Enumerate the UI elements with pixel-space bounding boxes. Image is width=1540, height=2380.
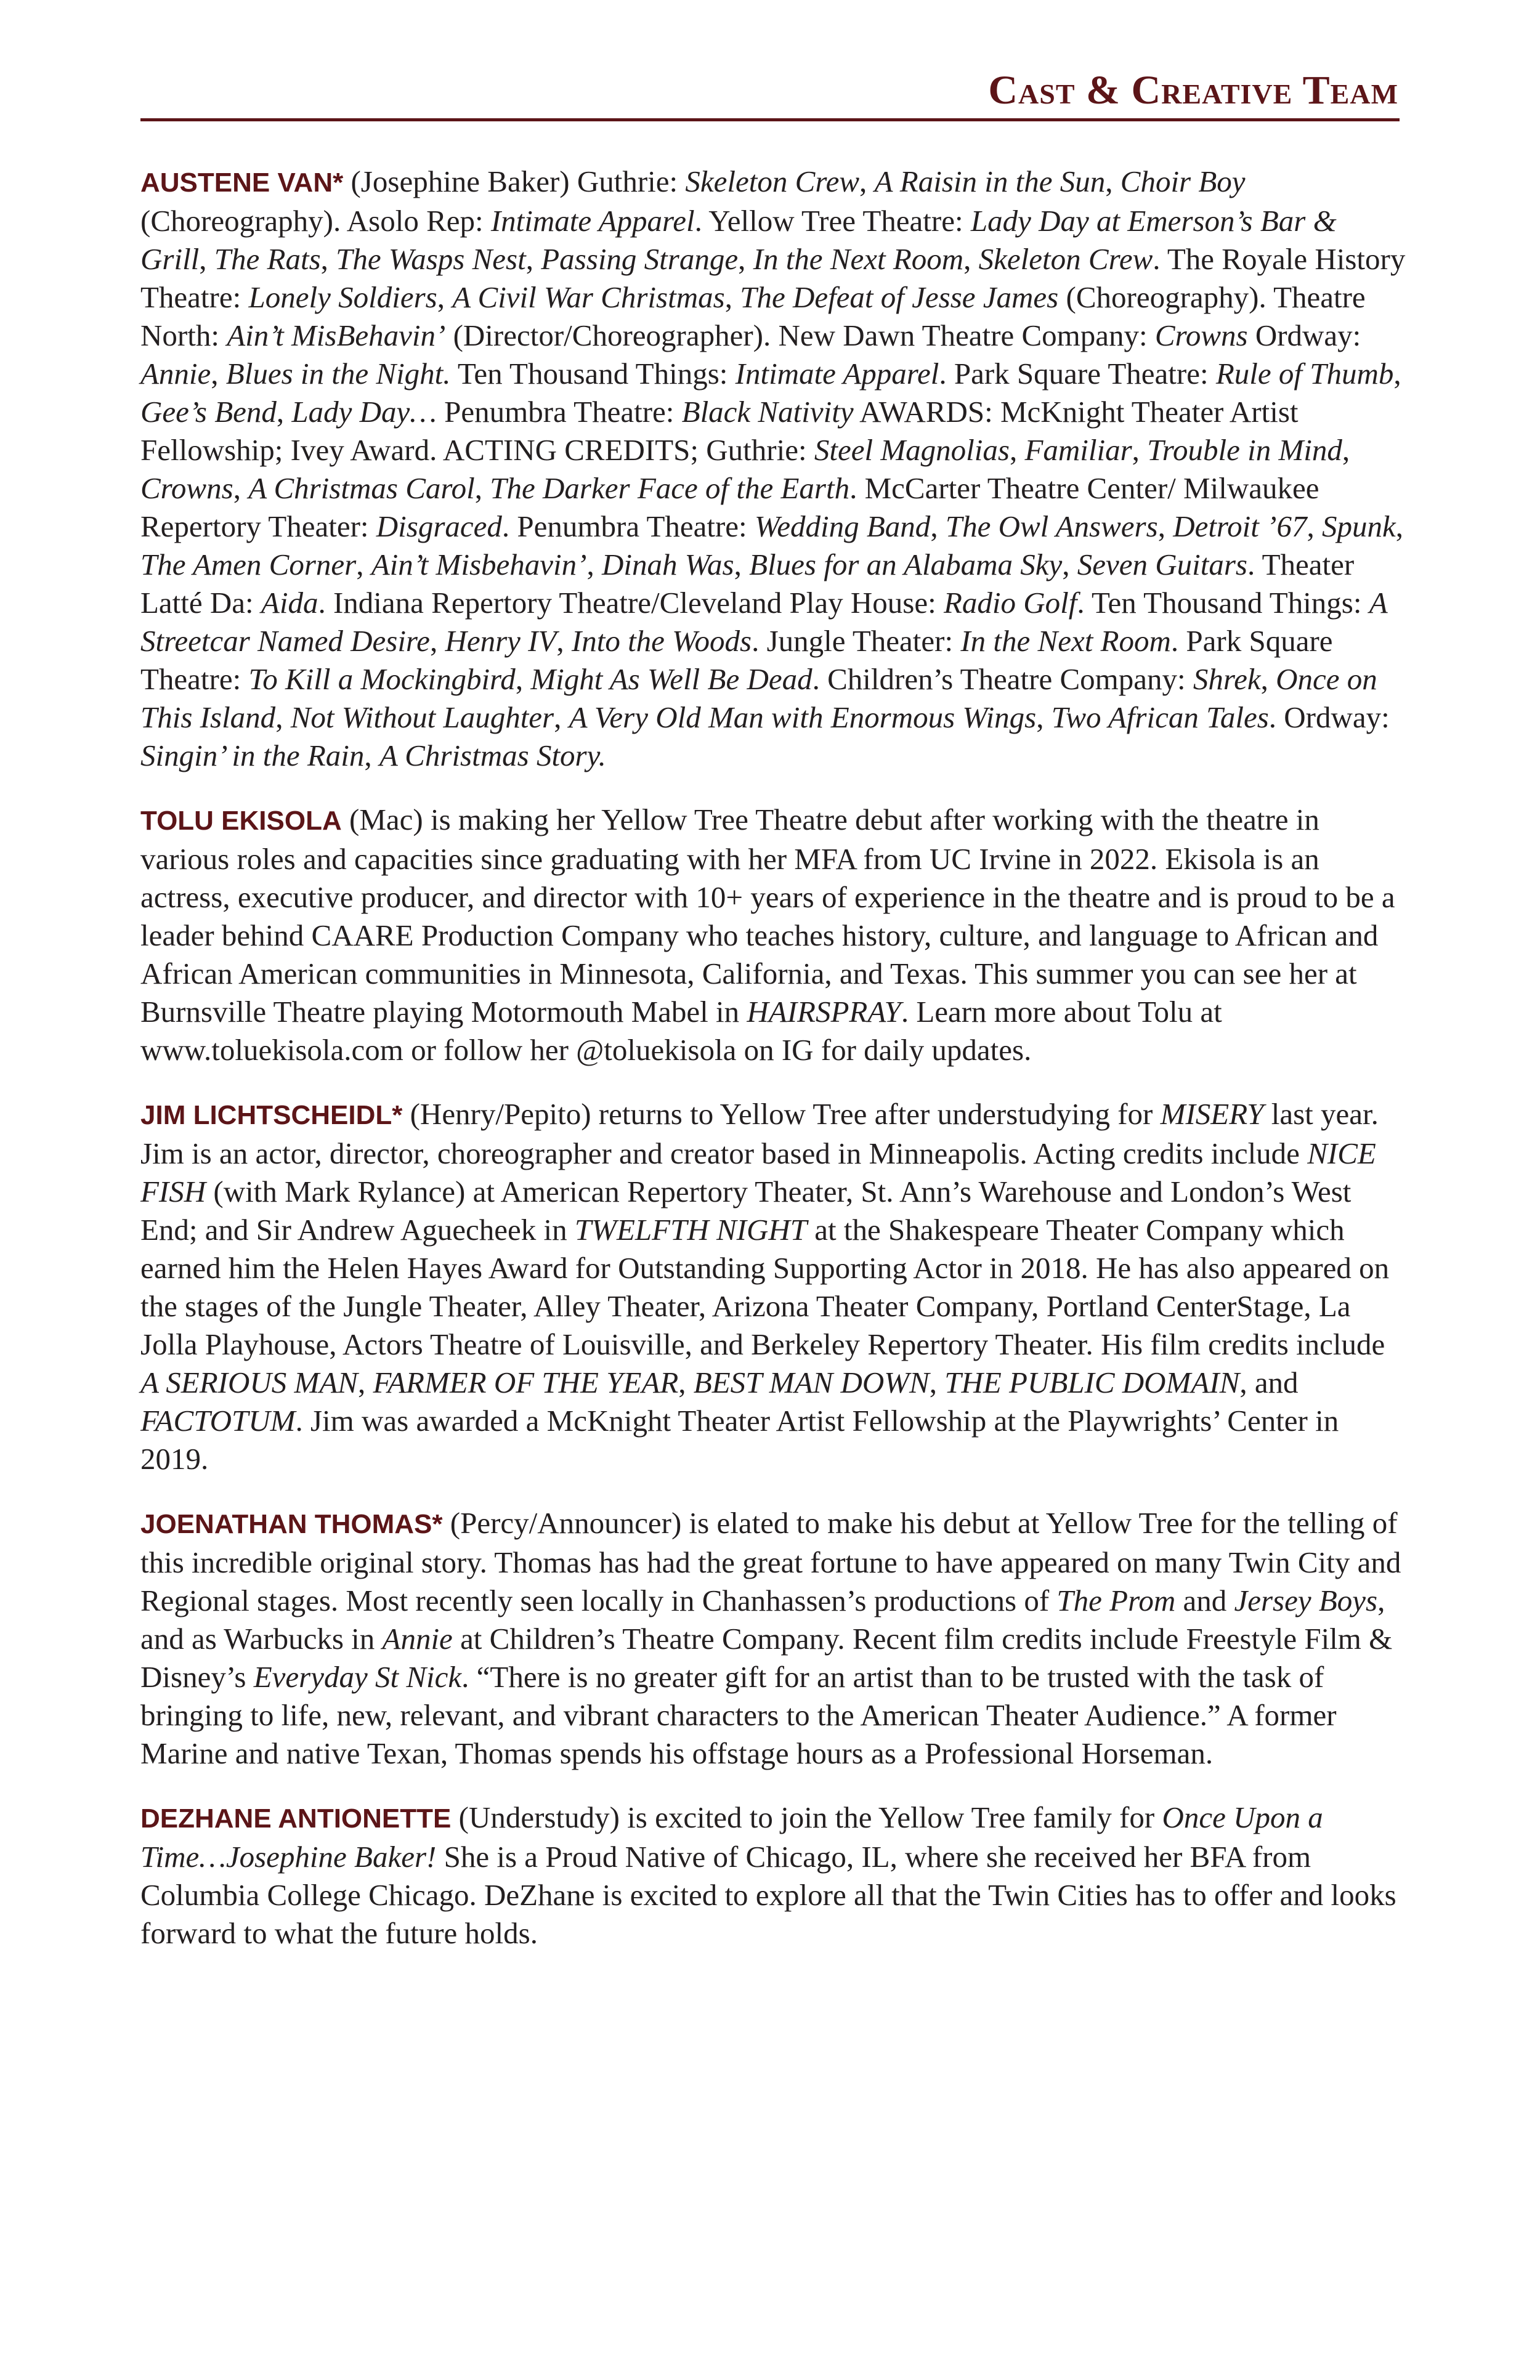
- bio-title: HAIRSPRAY: [747, 995, 901, 1029]
- bio-title: Jersey Boys: [1234, 1584, 1378, 1617]
- bio-name: JOENATHAN THOMAS*: [140, 1509, 443, 1539]
- bio-text-run: last year. Jim is an actor, director, choreographer and creator based in Minneapolis. Acting credits include: [140, 1097, 1379, 1170]
- bio-text-run: Ten Thousand Things:: [450, 357, 736, 391]
- bio-title: Aida: [261, 586, 318, 620]
- bio-title: Steel Magnolias: [814, 433, 1010, 467]
- bio-title: The Amen Corner: [140, 548, 357, 581]
- bio-title: Shrek: [1193, 662, 1261, 696]
- bio-text-run: . Jim was awarded a McKnight Theater Artist Fellowship at the Playwrights’ Center in 2019.: [140, 1404, 1339, 1476]
- bio-dezhane-antionette: [140, 1799, 1409, 1953]
- bio-text-run: ,: [1307, 509, 1322, 543]
- bio-title: Ain’t Misbehavin’: [371, 548, 587, 581]
- bio-text-run: , and: [1239, 1366, 1299, 1399]
- bio-text-run: ,: [1157, 509, 1173, 543]
- bio-title: The Darker Face of the Earth: [490, 471, 850, 505]
- bio-title: Familiar: [1024, 433, 1132, 467]
- bio-title: Annie: [140, 357, 211, 391]
- bio-title: Choir Boy: [1120, 164, 1246, 198]
- bio-text-run: . Indiana Repertory Theatre/Cleveland Play House:: [318, 586, 944, 620]
- bio-title: The Owl Answers: [945, 509, 1158, 543]
- bio-title: Spunk: [1321, 509, 1396, 543]
- bio-title: Intimate Apparel: [490, 204, 695, 238]
- bio-title: To Kill a Mockingbird: [248, 662, 516, 696]
- bio-title: Everyday St Nick: [253, 1660, 462, 1694]
- bio-title: A Streetcar Named Desire: [140, 586, 1387, 658]
- bio-title: The Wasps Nest: [336, 242, 526, 276]
- bio-title: Two African Tales: [1051, 700, 1269, 734]
- bio-text-run: . Ordway:: [1268, 700, 1390, 734]
- bio-title: Black Nativity: [681, 395, 854, 429]
- bio-title: BEST MAN DOWN: [693, 1366, 930, 1399]
- bio-title: Once Upon a Time…Josephine Baker!: [140, 1800, 1323, 1874]
- bio-text-run: (Henry/Pepito) returns to Yellow Tree after understudying for: [402, 1097, 1161, 1131]
- bio-title: Skeleton Crew: [978, 242, 1153, 276]
- bio-text-run: She is a Proud Native of Chicago, IL, where she received her BFA from Columbia College Chicago. DeZhane is excited to explore all that the Twin Cities has to offer and looks forward to what the future holds.: [140, 1840, 1396, 1950]
- bio-title: The Rats: [214, 242, 321, 276]
- bio-text-run: ,: [1260, 662, 1276, 696]
- bio-text-run: at Children’s Theatre Company. Recent film credits include Freestyle Film & Disney’s: [140, 1622, 1393, 1694]
- bio-title: Might As Well Be Dead: [530, 662, 813, 696]
- bio-text-run: ,: [1036, 700, 1052, 734]
- bio-text-run: ,: [437, 280, 453, 314]
- bio-text-run: ,: [1009, 433, 1025, 467]
- bio-title: Rule of Thumb: [1215, 357, 1394, 391]
- bio-joenathan-thomas: [140, 1504, 1409, 1773]
- bio-title: Crowns: [1154, 318, 1248, 352]
- bio-name: AUSTENE VAN*: [140, 168, 344, 198]
- bio-title: Singin’ in the Rain: [140, 739, 365, 772]
- bio-text-run: ,: [678, 1366, 694, 1399]
- bio-title: Annie: [382, 1622, 453, 1656]
- bio-text-run: . Park Square Theatre:: [939, 357, 1216, 391]
- bio-title: Radio Golf: [943, 586, 1077, 620]
- bio-title: Trouble in Mind: [1147, 433, 1342, 467]
- bio-text-run: (Mac) is making her Yellow Tree Theatre debut after working with the theatre in various roles and capacities since graduating with her MFA from UC Irvine in 2022. Ekisola is an actress, executive producer, and director with 10+ years of experience in the theatre and is proud to be a leader behind CAARE Production Company who teaches history, culture, and language to African and African American communities in Minnesota, California, and Texas. This summer you can see her at Burnsville Theatre playing Motormouth Mabel in: [140, 803, 1395, 1029]
- bio-text-run: . McCarter Theatre Center/ Milwaukee Repertory Theater:: [140, 471, 1319, 543]
- bio-title: NICE FISH: [140, 1136, 1376, 1208]
- bio-title: A SERIOUS MAN: [140, 1366, 358, 1399]
- bio-text-run: ,: [929, 1366, 945, 1399]
- bio-text-run: ,: [734, 548, 750, 581]
- bio-text-run: (Director/Choreographer). New Dawn Theatre Company:: [445, 318, 1155, 352]
- bio-name: TOLU EKISOLA: [140, 806, 342, 836]
- bio-name: JIM LICHTSCHEIDL*: [140, 1100, 403, 1130]
- bio-text-run: AWARDS: McKnight Theater Artist Fellowship; Ivey Award. ACTING CREDITS; Guthrie:: [140, 395, 1299, 467]
- bio-text-run: ,: [554, 700, 569, 734]
- bio-title: MISERY: [1160, 1097, 1264, 1131]
- bio-text-run: Ordway:: [1247, 318, 1361, 352]
- bio-title: Detroit ’67: [1173, 509, 1307, 543]
- bio-title: Lady Day at Emerson’s Bar & Grill: [140, 204, 1337, 276]
- bio-title: Skeleton Crew: [685, 164, 860, 198]
- bio-title: A Very Old Man with Enormous Wings: [569, 700, 1037, 734]
- bio-text-run: ,: [357, 1366, 373, 1399]
- bio-text-run: , and as Warbucks in: [140, 1584, 1385, 1656]
- bio-title: Disgraced: [376, 509, 502, 543]
- bio-title: THE PUBLIC DOMAIN: [944, 1366, 1240, 1399]
- bio-title: Blues in the Night.: [225, 357, 451, 391]
- bio-text-run: . Penumbra Theatre:: [501, 509, 755, 543]
- bio-text: [140, 1506, 1401, 1770]
- bio-text-run: ,: [474, 471, 490, 505]
- bio-text-run: ,: [1105, 164, 1121, 198]
- bio-text-run: ,: [1393, 357, 1401, 391]
- bio-text-run: ,: [199, 242, 214, 276]
- bio-title: A Civil War Christmas: [452, 280, 725, 314]
- bio-text: [140, 1097, 1389, 1476]
- bios-container: [140, 163, 1409, 1978]
- bio-text-run: ,: [1062, 548, 1077, 581]
- bio-name: DEZHANE ANTIONETTE: [140, 1803, 452, 1834]
- bio-text-run: ,: [276, 395, 292, 429]
- bio-title: Lady Day…: [291, 395, 437, 429]
- bio-text-run: ,: [233, 471, 249, 505]
- bio-title: Henry IV: [445, 624, 557, 658]
- bio-text-run: (with Mark Rylance) at American Repertory Theater, St. Ann’s Warehouse and London’s West End; and Sir Andrew Aguecheek in: [140, 1175, 1352, 1247]
- bio-title: The Prom: [1056, 1584, 1176, 1617]
- bio-text-run: . Yellow Tree Theatre:: [694, 204, 971, 238]
- bio-text-run: . Children’s Theatre Company:: [812, 662, 1193, 696]
- bio-text-run: . Theater Latté Da:: [140, 548, 1355, 620]
- bio-title: Ain’t MisBehavin’: [227, 318, 446, 352]
- bio-text-run: . Park Square Theatre:: [140, 624, 1333, 696]
- bio-title: Into the Woods: [571, 624, 752, 658]
- bio-title: FARMER OF THE YEAR: [373, 1366, 679, 1399]
- bio-text-run: ,: [356, 548, 371, 581]
- bio-text-run: ,: [586, 548, 602, 581]
- bio-title: FACTOTUM: [140, 1404, 296, 1438]
- bio-text-run: at the Shakespeare Theater Company which earned him the Helen Hayes Award for Outstanding Supporting Actor in 2018. He has also appeared on the stages of the Jungle Theater, Alley Theater, Arizona Theater Company, Portland CenterStage, La Jolla Playhouse, Actors Theatre of Louisville, and Berkeley Repertory Theater. His film credits include: [140, 1213, 1390, 1361]
- bio-text-run: and: [1175, 1584, 1234, 1617]
- bio-title: Lonely Soldiers: [248, 280, 437, 314]
- bio-text-run: ,: [429, 624, 445, 658]
- bio-text: [140, 803, 1395, 1067]
- bio-title: Seven Guitars: [1077, 548, 1247, 581]
- page-title: Cast & Creative Team: [988, 68, 1398, 113]
- bio-title: A Raisin in the Sun: [874, 164, 1106, 198]
- bio-text-run: (Josephine Baker) Guthrie:: [343, 164, 686, 198]
- bio-text-run: ,: [930, 509, 946, 543]
- bio-text-run: . “There is no greater gift for an artist than to be trusted with the task of bringing to life, new, relevant, and vibrant characters to the American Theater Audience.” A former Marine and native Texan, Thomas spends his offstage hours as a Professional Horseman.: [140, 1660, 1337, 1770]
- bio-title: Gee’s Bend: [140, 395, 277, 429]
- bio-text-run: ,: [724, 280, 740, 314]
- bio-text-run: (Percy/Announcer) is elated to make his debut at Yellow Tree for the telling of this incredible original story. Thomas has had the great fortune to have appeared on many Twin City and Regional stages. Most recently seen locally in Chanhassen’s productions of: [140, 1506, 1401, 1617]
- bio-text-run: (Choreography). Theatre North:: [140, 280, 1366, 352]
- bio-text-run: ,: [515, 662, 531, 696]
- bio-text-run: ,: [525, 242, 541, 276]
- bio-text-run: ,: [275, 700, 291, 734]
- bio-text-run: ,: [1395, 509, 1403, 543]
- bio-title: TWELFTH NIGHT: [574, 1213, 808, 1247]
- bio-text-run: . Learn more about Tolu at www.toluekisola.com or follow her @toluekisola on IG for daily updates.: [140, 995, 1222, 1067]
- bio-title: A Christmas Story.: [379, 739, 606, 772]
- bio-jim-lichtscheidl: [140, 1095, 1409, 1478]
- bio-title: A Christmas Carol: [248, 471, 475, 505]
- bio-text-run: ,: [738, 242, 753, 276]
- bio-text-run: ,: [859, 164, 875, 198]
- bio-title: In the Next Room: [753, 242, 964, 276]
- bio-text-run: (Choreography). Asolo Rep:: [140, 204, 491, 238]
- bio-text-run: ,: [556, 624, 572, 658]
- bio-title: Wedding Band: [754, 509, 931, 543]
- page-header: [140, 62, 1400, 121]
- bio-title: Crowns: [140, 471, 233, 505]
- bio-text-run: ,: [211, 357, 226, 391]
- bio-title: Not Without Laughter: [290, 700, 554, 734]
- bio-text-run: ,: [364, 739, 379, 772]
- bio-text-run: ,: [320, 242, 336, 276]
- bio-austene-van: [140, 163, 1409, 775]
- bio-title: Blues for an Alabama Sky: [749, 548, 1063, 581]
- bio-title: Passing Strange: [541, 242, 739, 276]
- bio-text-run: . Ten Thousand Things:: [1077, 586, 1369, 620]
- bio-text-run: ,: [963, 242, 979, 276]
- bio-text-run: ,: [1342, 433, 1350, 467]
- bio-title: Dinah Was: [601, 548, 734, 581]
- bio-text-run: . Jungle Theater:: [752, 624, 961, 658]
- bio-title: The Defeat of Jesse James: [740, 280, 1059, 314]
- bio-text-run: (Understudy) is excited to join the Yellow Tree family for: [451, 1800, 1162, 1834]
- bio-title: Intimate Apparel: [735, 357, 939, 391]
- bio-title: In the Next Room: [960, 624, 1171, 658]
- bio-title: Once on This Island: [140, 662, 1377, 734]
- bio-text-run: ,: [1132, 433, 1148, 467]
- bio-text-run: Penumbra Theatre:: [436, 395, 682, 429]
- bio-text-run: . The Royale History Theatre:: [140, 242, 1406, 314]
- bio-tolu-ekisola: [140, 801, 1409, 1069]
- bio-text: [140, 164, 1405, 772]
